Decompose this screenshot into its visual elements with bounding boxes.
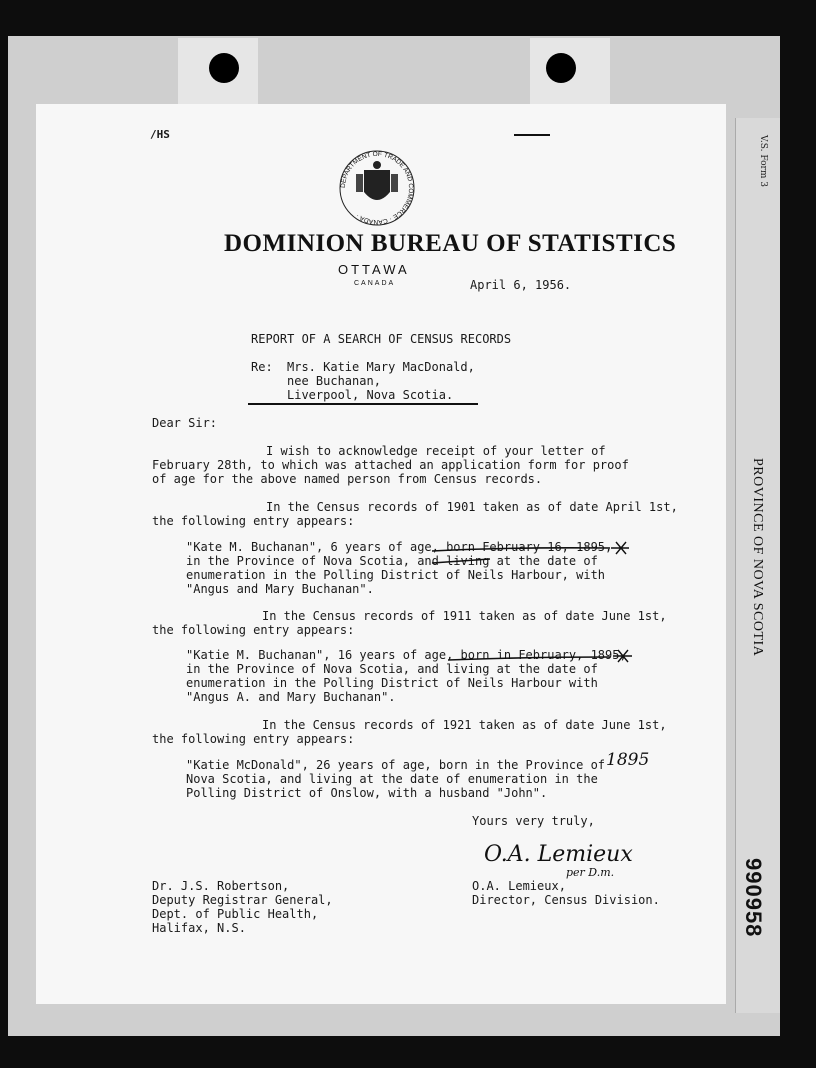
census-1911-lead: the following entry appears: (152, 623, 355, 637)
recipient-line: Dept. of Public Health, (152, 907, 319, 921)
seal-text: DEPARTMENT OF TRADE AND COMMERCE · CANADA · (339, 150, 415, 226)
intro-line: I wish to acknowledge receipt of your letter of (266, 444, 606, 458)
intro-line: of age for the above named person from Census records. (152, 472, 543, 486)
census-1911-entry: "Angus A. and Mary Buchanan". (186, 690, 396, 704)
top-dash (514, 134, 550, 136)
census-1911-entry: in the Province of Nova Scotia, and living at the date of (186, 662, 598, 676)
re-line: nee Buchanan, (287, 374, 381, 388)
country: CANADA (354, 280, 396, 287)
census-1911-lead: In the Census records of 1911 taken as of date June 1st, (262, 609, 667, 623)
census-1921-lead: the following entry appears: (152, 732, 355, 746)
reference-mark: /HS (150, 128, 170, 141)
census-1921-entry: "Katie McDonald", 26 years of age, born in the Province of (186, 758, 606, 772)
punch-hole-right (546, 53, 576, 83)
re-line: Liverpool, Nova Scotia. (287, 388, 454, 402)
census-1901-entry: enumeration in the Polling District of Neils Harbour, with (186, 568, 606, 582)
handwritten-underline-1901 (430, 536, 630, 564)
sender-line: Director, Census Division. (472, 893, 660, 907)
census-1911-entry: enumeration in the Polling District of Neils Harbour with (186, 676, 598, 690)
recipient-line: Dr. J.S. Robertson, (152, 879, 290, 893)
census-1901-entry: in the Province of Nova Scotia, and living at the date of (186, 554, 598, 568)
sender-line: O.A. Lemieux, (472, 879, 566, 893)
recipient-line: Halifax, N.S. (152, 921, 246, 935)
census-1921-entry: Nova Scotia, and living at the date of enumeration in the (186, 772, 598, 786)
recipient-line: Deputy Registrar General, (152, 893, 333, 907)
salutation: Dear Sir: (152, 416, 218, 430)
serial-number: 990958 (741, 858, 766, 938)
re-label: Re: (251, 360, 273, 374)
handwritten-year-annotation: 1895 (606, 750, 650, 770)
province-label: PROVINCE OF NOVA SCOTIA (750, 458, 765, 657)
census-1901-entry: "Kate M. Buchanan", 6 years of age, born February 16, 1895, (186, 540, 613, 554)
department-seal-icon (332, 148, 422, 228)
punch-hole-left (209, 53, 239, 83)
census-1901-entry: "Angus and Mary Buchanan". (186, 582, 374, 596)
handwritten-underline-1911 (446, 644, 636, 668)
letter-date: April 6, 1956. (470, 278, 572, 292)
census-1921-entry: Polling District of Onslow, with a husband "John". (186, 786, 548, 800)
census-1901-lead: the following entry appears: (152, 514, 355, 528)
census-1921-lead: In the Census records of 1921 taken as of date June 1st, (262, 718, 667, 732)
re-underline (248, 403, 478, 405)
form-label: V.S. Form 3 (758, 135, 768, 187)
report-title: REPORT OF A SEARCH OF CENSUS RECORDS (251, 332, 512, 346)
city: OTTAWA (338, 262, 410, 277)
intro-line: February 28th, to which was attached an application form for proof (152, 458, 629, 472)
signature-per: per D.m. (566, 866, 615, 879)
signature: O.A. Lemieux (484, 842, 633, 867)
closing: Yours very truly, (472, 814, 595, 828)
census-1911-entry: "Katie M. Buchanan", 16 years of age, born in February, 1895, (186, 648, 627, 662)
re-line: Mrs. Katie Mary MacDonald, (287, 360, 475, 374)
bureau-name: DOMINION BUREAU OF STATISTICS (224, 230, 677, 257)
census-1901-lead: In the Census records of 1901 taken as of date April 1st, (266, 500, 678, 514)
